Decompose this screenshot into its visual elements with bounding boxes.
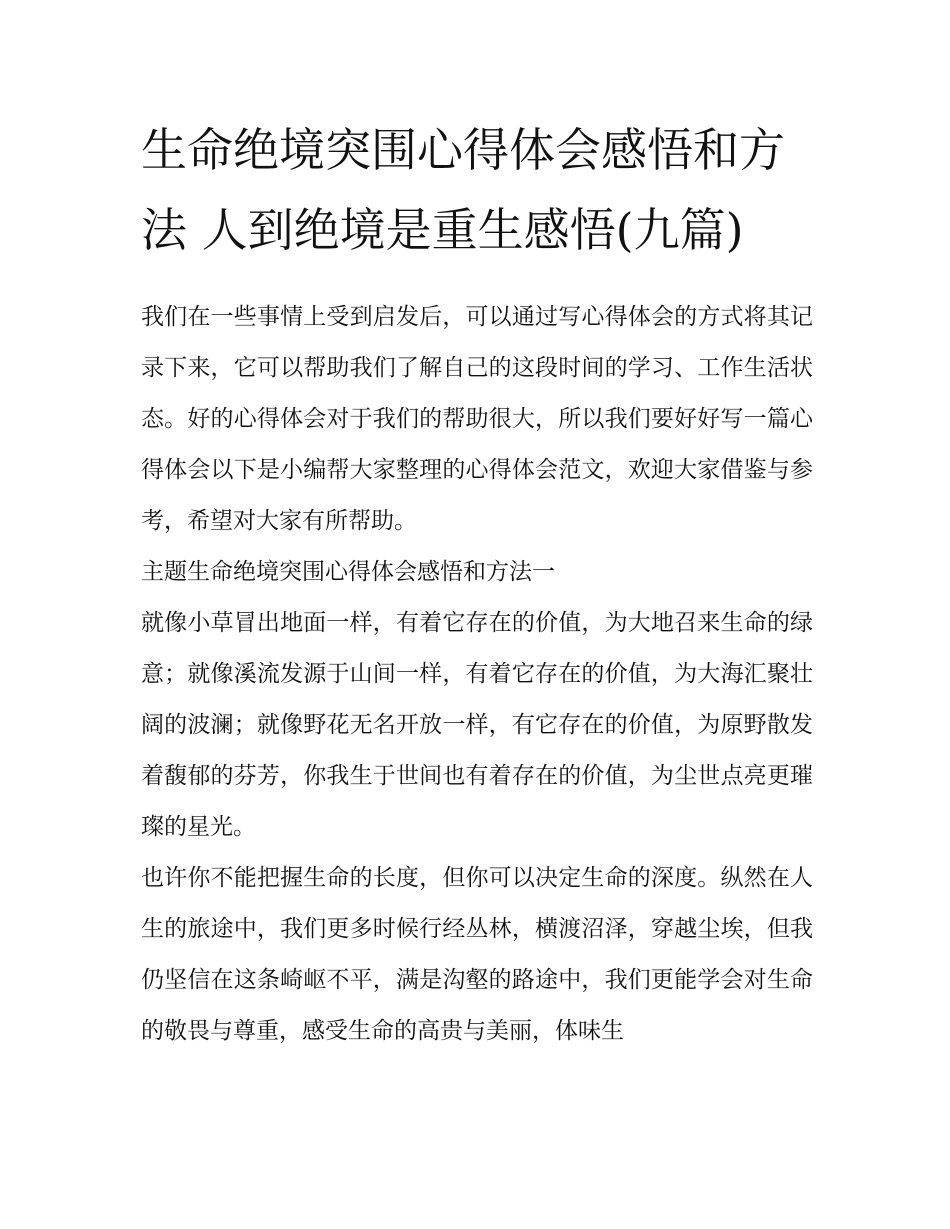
document-body — [141, 292, 813, 1057]
section-heading: 主题生命绝境突围心得体会感悟和方法一 — [141, 559, 555, 585]
body-paragraph-2: 也许你不能把握生命的长度，但你可以决定生命的深度。纵然在人生的旅途中，我们更多时候行经丛林，横渡沼泽，穿越尘埃，但我仍坚信在这条崎岖不平，满是沟壑的路途中，我们更能学会对生命的敬畏与尊重，感受生命的高贵与美丽，体味生 — [141, 865, 813, 1044]
document-title: 生命绝境突围心得体会感悟和方法 人到绝境是重生感悟(九篇) — [141, 123, 785, 257]
intro-paragraph: 我们在一些事情上受到启发后，可以通过写心得体会的方式将其记录下来，它可以帮助我们了解自己的这段时间的学习、工作生活状态。好的心得体会对于我们的帮助很大，所以我们要好好写一篇心得体会以下是小编帮大家整理的心得体会范文，欢迎大家借鉴与参考，希望对大家有所帮助。 — [141, 304, 813, 534]
document-content — [141, 110, 813, 1057]
body-paragraph-1: 就像小草冒出地面一样，有着它存在的价值，为大地召来生命的绿意；就像溪流发源于山间一样，有着它存在的价值，为大海汇聚壮阔的波澜；就像野花无名开放一样，有它存在的价值，为原野散发着馥郁的芬芳，你我生于世间也有着存在的价值，为尘世点亮更璀璨的星光。 — [141, 610, 813, 840]
